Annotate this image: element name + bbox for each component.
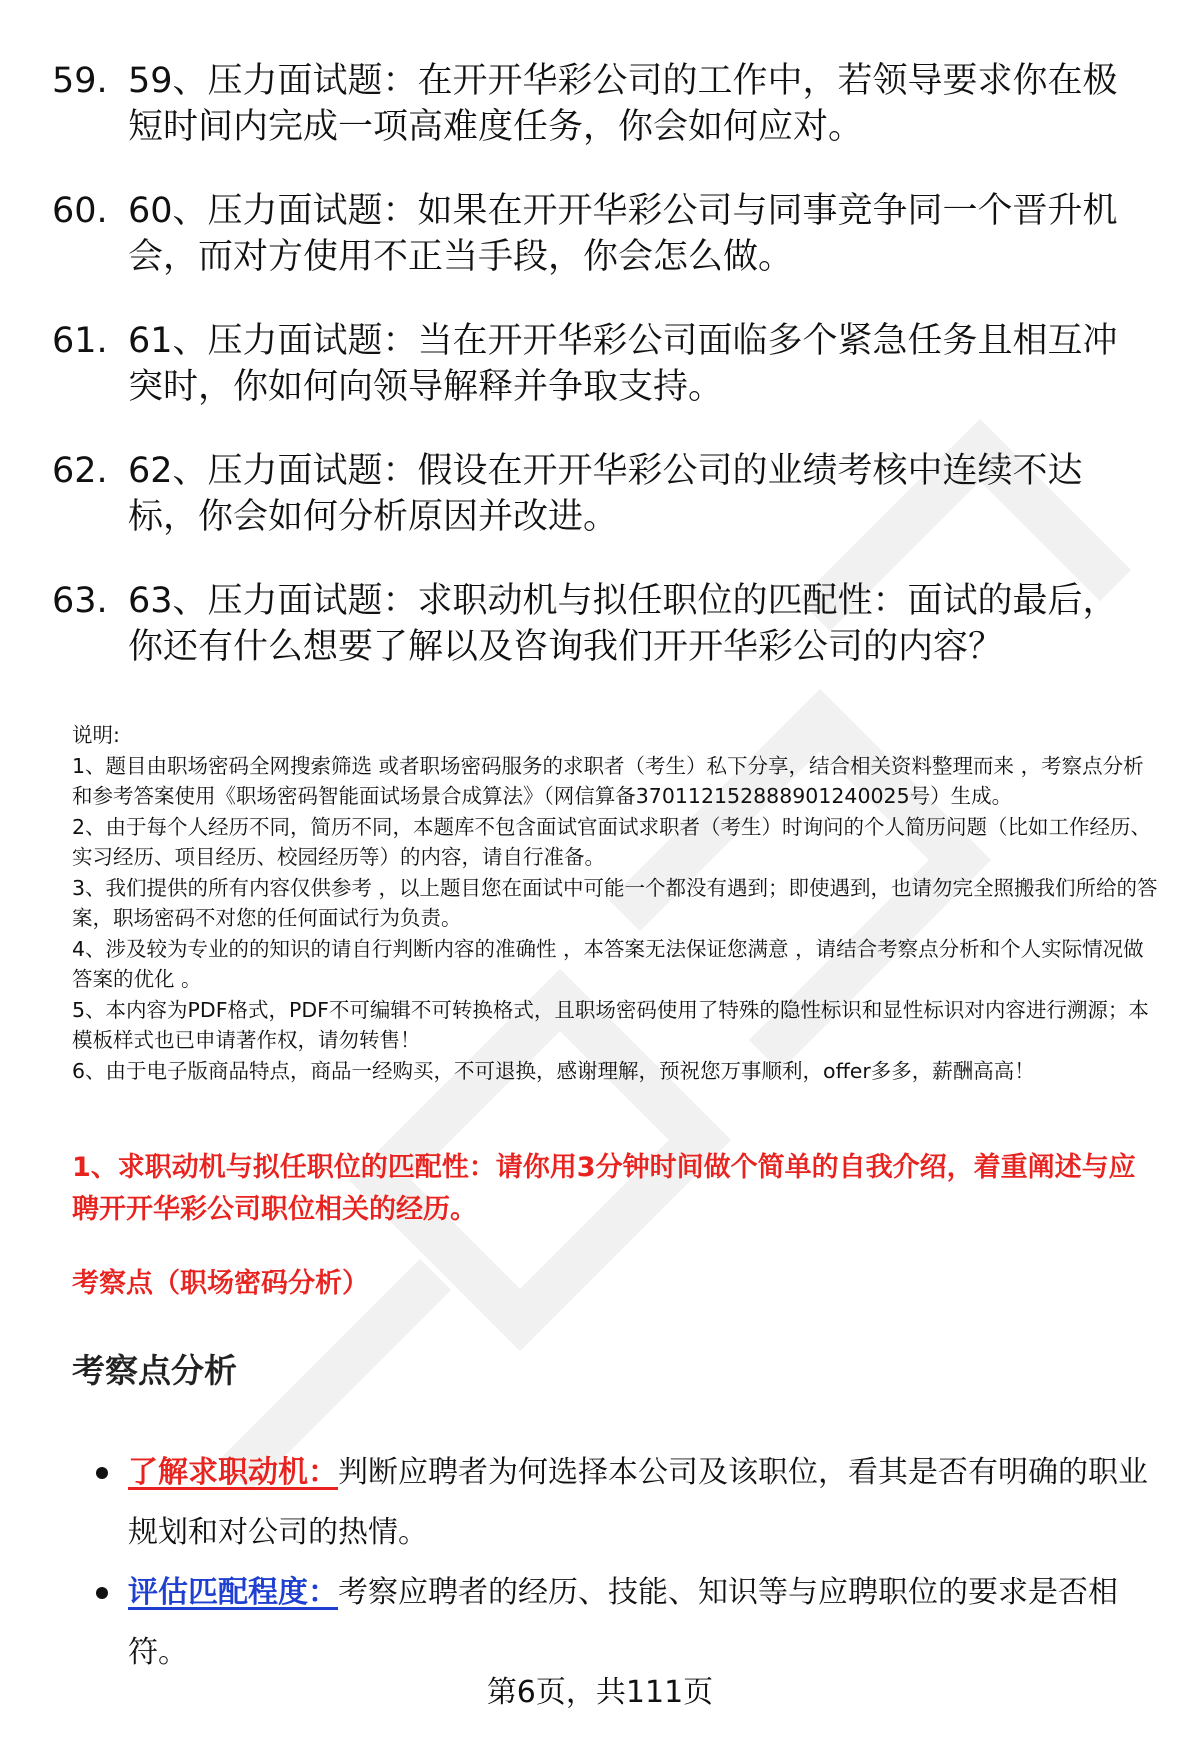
question-item: [52, 318, 1152, 410]
analysis-item: [90, 1563, 1160, 1683]
analysis-item: [90, 1443, 1160, 1563]
question-number: 61.: [52, 321, 108, 361]
analysis-term: 评估匹配程度：: [128, 1575, 338, 1610]
bullet-dot-icon: [96, 1587, 108, 1599]
question-number: 59.: [52, 61, 108, 101]
examine-point-title: 考察点（职场密码分析）: [72, 1268, 369, 1299]
question-text: 61、压力面试题：当在开开华彩公司面临多个紧急任务且相互冲突时，你如何向领导解释并争取支持。: [128, 321, 1118, 407]
question-item: [52, 188, 1152, 280]
question-number: 63.: [52, 581, 108, 621]
question-number: 60.: [52, 191, 108, 231]
analysis-text: 考察应聘者的经历、技能、知识等与应聘职位的要求是否相符。: [128, 1575, 1118, 1670]
question-number: 62.: [52, 451, 108, 491]
note-item: 1、题目由职场密码全网搜索筛选 或者职场密码服务的求职者（考生）私下分享，结合相关资料整理而来 ，考察点分析和参考答案使用《职场密码智能面试场景合成算法》（网信算备370112152888901240025号）生成。: [72, 753, 1144, 808]
note-item: 4、涉及较为专业的的知识的请自行判断内容的准确性 ，本答案无法保证您满意 ，请结合考察点分析和个人实际情况做答案的优化 。: [72, 936, 1144, 991]
question-list: [52, 58, 1152, 708]
note-item: 3、我们提供的所有内容仅供参考 ，以上题目您在面试中可能一个都没有遇到；即使遇到，也请勿完全照搬我们所给的答案，职场密码不对您的任何面试行为负责。: [72, 875, 1158, 930]
analysis-heading: 考察点分析: [72, 1351, 237, 1390]
highlight-question: 1、求职动机与拟任职位的匹配性：请你用3分钟时间做个简单的自我介绍，着重阐述与应聘开开华彩公司职位相关的经历。: [72, 1152, 1136, 1225]
note-item: 2、由于每个人经历不同，简历不同，本题库不包含面试官面试求职者（考生）时询问的个人简历问题（比如工作经历、实习经历、项目经历、校园经历等）的内容，请自行准备。: [72, 814, 1152, 869]
note-item: 5、本内容为PDF格式，PDF不可编辑不可转换格式，且职场密码使用了特殊的隐性标识和显性标识对内容进行溯源；本模板样式也已申请著作权，请勿转售！: [72, 997, 1149, 1052]
question-text: 59、压力面试题：在开开华彩公司的工作中，若领导要求你在极短时间内完成一项高难度任务，你会如何应对。: [128, 61, 1118, 147]
notes-section: [72, 720, 1162, 1086]
bullet-dot-icon: [96, 1467, 108, 1479]
question-item: [52, 58, 1152, 150]
question-text: 62、压力面试题：假设在开开华彩公司的业绩考核中连续不达标，你会如何分析原因并改进。: [128, 451, 1083, 537]
question-text: 63、压力面试题：求职动机与拟任职位的匹配性：面试的最后，你还有什么想要了解以及咨询我们开开华彩公司的内容？: [128, 581, 1118, 667]
analysis-list: [90, 1443, 1160, 1683]
question-text: 60、压力面试题：如果在开开华彩公司与同事竞争同一个晋升机会，而对方使用不正当手段，你会怎么做。: [128, 191, 1118, 277]
note-item: 6、由于电子版商品特点，商品一经购买，不可退换，感谢理解，预祝您万事顺利，offer多多，薪酬高高！: [72, 1058, 1035, 1083]
question-item: [52, 448, 1152, 540]
notes-title: 说明:: [72, 723, 120, 747]
question-item: [52, 578, 1152, 670]
analysis-text: 判断应聘者为何选择本公司及该职位，看其是否有明确的职业规划和对公司的热情。: [128, 1455, 1148, 1550]
analysis-term: 了解求职动机：: [128, 1455, 338, 1490]
page-footer: 第6页，共111页: [486, 1675, 714, 1710]
